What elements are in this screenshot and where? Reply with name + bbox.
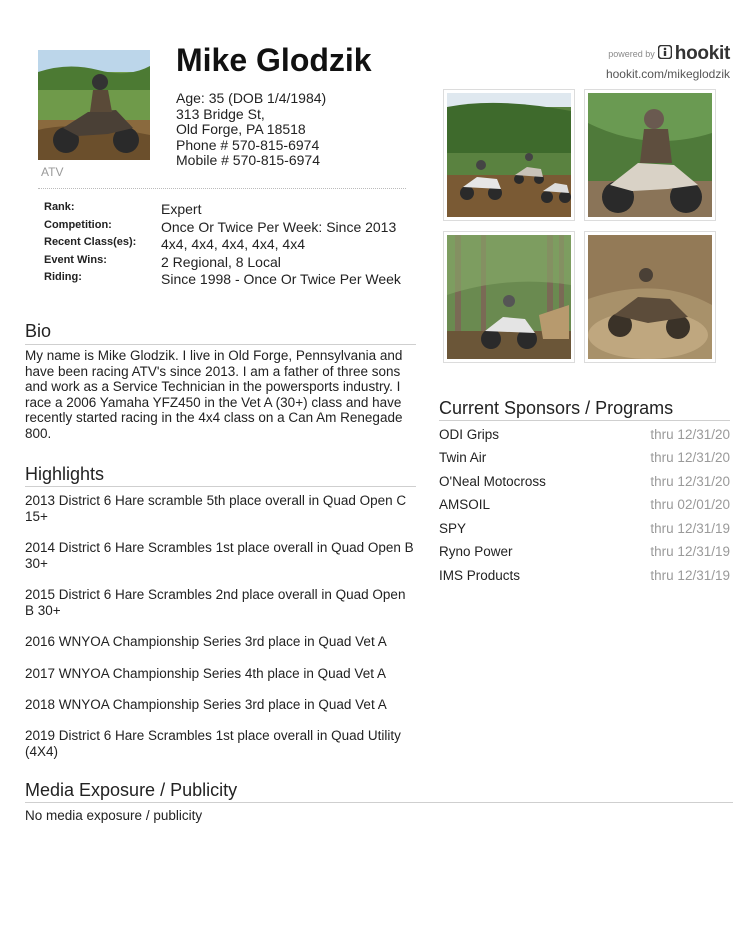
sponsors-title: Current Sponsors / Programs	[439, 398, 674, 418]
address-line-1: 313 Bridge St,	[176, 105, 265, 122]
sponsor-row[interactable]	[439, 446, 730, 469]
bio-title: Bio	[25, 321, 52, 341]
stats-values	[161, 201, 401, 289]
mobile-line: Mobile # 570-815-6974	[176, 152, 320, 169]
athlete-name: Mike Glodzik	[176, 42, 372, 78]
highlight-item: 2017 WNYOA Championship Series 4th place in Quad Vet A	[25, 666, 386, 681]
age-line: Age: 35 (DOB 1/4/1984)	[176, 90, 327, 106]
sponsor-name: ODI Grips	[439, 427, 500, 443]
profile-url[interactable]: hookit.com/mikeglodzik	[605, 67, 730, 81]
gallery-photo-3[interactable]	[443, 231, 575, 363]
stat-value-classes: 4x4, 4x4, 4x4, 4x4, 4x4	[161, 236, 305, 253]
media-title: Media Exposure / Publicity	[25, 780, 238, 800]
stat-value-competition: Once Or Twice Per Week: Since 2013	[161, 218, 397, 235]
hookit-info-icon	[658, 45, 672, 64]
highlights-rule	[25, 486, 416, 487]
highlight-item: 2013 District 6 Hare scramble 5th place overall in Quad Open C 15+	[25, 493, 407, 524]
sponsor-row[interactable]	[439, 540, 730, 563]
header-divider	[38, 188, 406, 189]
sponsor-row[interactable]	[439, 517, 730, 540]
stat-label-rank: Rank:	[44, 201, 75, 213]
stat-label-competition: Competition:	[44, 218, 112, 231]
bio-rule	[25, 344, 416, 345]
sponsor-thru: thru 12/31/20	[650, 474, 730, 490]
highlight-item: 2014 District 6 Hare Scrambles 1st place overall in Quad Open B 30+	[25, 540, 414, 571]
stat-value-rank: Expert	[161, 201, 202, 217]
sponsor-name: AMSOIL	[439, 497, 491, 513]
profile-photo	[38, 50, 150, 160]
sponsor-thru: thru 12/31/19	[650, 544, 730, 560]
sport-label: ATV	[41, 165, 64, 179]
sponsor-thru: thru 12/31/19	[650, 568, 730, 584]
address-line-2: Old Forge, PA 18518	[176, 121, 306, 138]
sponsor-row[interactable]	[439, 470, 730, 493]
sponsors-rule	[439, 420, 730, 421]
highlight-item: 2016 WNYOA Championship Series 3rd place in Quad Vet A	[25, 634, 387, 649]
gallery-photo-1[interactable]	[443, 89, 575, 221]
media-rule	[25, 802, 733, 803]
contact-block	[176, 91, 326, 169]
stats-labels	[44, 199, 136, 287]
stat-label-wins: Event Wins:	[44, 253, 107, 266]
sponsor-thru: thru 12/31/20	[650, 450, 730, 466]
gallery-photo-4[interactable]	[584, 231, 716, 363]
media-text: No media exposure / publicity	[25, 808, 203, 823]
stat-label-riding: Riding:	[44, 271, 82, 284]
sponsor-name: Ryno Power	[439, 544, 513, 560]
powered-by-label: powered by	[608, 49, 655, 59]
sponsor-name: Twin Air	[439, 450, 487, 466]
sponsor-thru: thru 02/01/20	[650, 497, 730, 513]
stat-value-riding: Since 1998 - Once Or Twice Per Week	[161, 271, 401, 288]
stat-label-classes: Recent Class(es):	[44, 236, 137, 249]
sponsor-row[interactable]	[439, 423, 730, 446]
highlight-item: 2015 District 6 Hare Scrambles 2nd place overall in Quad Open B 30+	[25, 587, 406, 618]
sponsor-thru: thru 12/31/20	[650, 427, 730, 443]
sponsor-name: O'Neal Motocross	[439, 474, 546, 490]
phone-line: Phone # 570-815-6974	[176, 136, 320, 153]
gallery-photo-2[interactable]	[584, 89, 716, 221]
highlights-title: Highlights	[25, 464, 105, 484]
sponsor-name: SPY	[439, 521, 467, 537]
stat-value-wins: 2 Regional, 8 Local	[161, 253, 281, 270]
highlight-item: 2018 WNYOA Championship Series 3rd place in Quad Vet A	[25, 697, 387, 712]
sponsor-row[interactable]	[439, 564, 730, 587]
highlight-item: 2019 District 6 Hare Scrambles 1st place overall in Quad Utility (4X4)	[25, 728, 401, 759]
sponsor-row[interactable]	[439, 493, 730, 516]
hookit-brand[interactable]	[606, 43, 730, 81]
hookit-wordmark: hookit	[674, 43, 730, 64]
sponsor-name: IMS Products	[439, 568, 521, 584]
sponsor-thru: thru 12/31/19	[650, 521, 730, 537]
bio-text: My name is Mike Glodzik. I live in Old Forge, Pennsylvania and have been racing ATV's since 2013. I am a father of three sons and work as a Service Technician in the powersports industry. I race a 2006 Yamaha YFZ450 in the Vet A (30+) class and have recently started racing in the 4x4 class on a Can Am Renegade 800.	[25, 348, 403, 441]
